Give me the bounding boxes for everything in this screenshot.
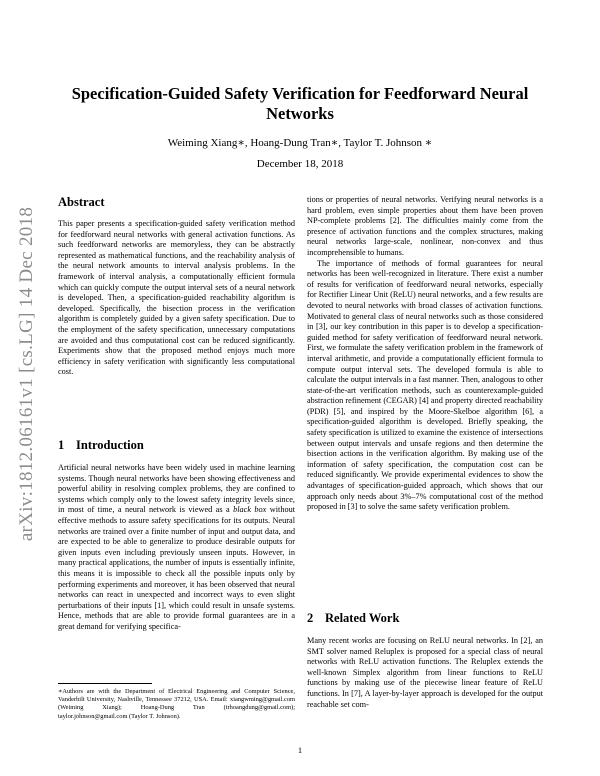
paper-title: [60, 84, 540, 124]
page-number: 1: [297, 745, 303, 755]
author-list: Weiming Xiang∗, Hoang-Dung Tran∗, Taylor T. Johnson ∗: [167, 137, 433, 149]
intro-text-part-2: without effective methods to assure safety specifications for its outputs. Neural networks are trained over a finite number of input and output data, and are expected to be able to generalize to produce desirable outputs for given inputs even including previously unseen inputs. However, in many practical applications, the number of inputs is essentially infinite, this means it is impossible to check all the possible inputs only by performing experiments and moreover, it has been observed that neural networks can react in unexpected and incorrect ways to even slight perturbations of their inputs [1], which could result in unsafe systems. Hence, methods that are able to provide formal guarantees are in a great demand for verifying specifica-: [58, 505, 295, 631]
introduction-continued: [307, 195, 543, 513]
related-work-heading: [307, 610, 543, 626]
footnote-rule: [58, 683, 152, 684]
introduction-heading: [58, 437, 295, 453]
introduction-number: 1: [58, 438, 65, 452]
title-line-2: Networks: [266, 104, 334, 123]
introduction-paragraph-2: The importance of methods of formal guarantees for neural networks has been well-recognized in literature. There exist a number of results for verification of feedforward neural networks, especially for Rectifier Linear Unit (ReLU) neural networks, and a few results are devoted to neural networks with broad classes of activation functions. Motivated to general class of neural networks such as those considered in [3], our key contribution in this paper is to develop a specification-guided method for safety verification of feedforward neural network. First, we formulate the safety verification problem in the framework of interval arithmetic, and provide a computationally efficient formula to compute output interval sets. The developed formula is able to calculate the output intervals in a fast manner. Then, analogous to other state-of-the-art verification methods, such as counterexample-guided abstraction refinement (CEGAR) [4] and property directed reachability (PDR) [5], and inspired by the Moore-Skelboe algorithm [6], a specification-guided algorithm is developed. Briefly speaking, the safety specification is utilized to examine the existence of intersections between output intervals and unsafe regions and then determine the bisection actions in the verification algorithm. By making use of the information of safety specification, the computation cost can be reduced significantly. We provide experimental evidences to show the advantages of specification-guided approach, which shows that our approach only needs about 3%–7% computational cost of the method proposed in [3] to solve the same safety verification problem.: [307, 258, 543, 512]
related-work-number: 2: [307, 611, 314, 625]
introduction-paragraph-1: [58, 463, 295, 633]
introduction-paragraph-1-continued: tions or properties of neural networks. Verifying neural networks is a hard problem, even simple properties about them have been proven NP-complete problems [2]. The difficulties mainly come from the presence of activation functions and the complex structures, making neural networks large-scale, nonlinear, non-convex and thus incomprehensible to humans.: [307, 195, 543, 257]
intro-text-emphasis: black box: [233, 505, 267, 515]
title-line-1: Specification-Guided Safety Verification for Feedforward Neural: [71, 84, 529, 103]
introduction-section: [58, 437, 295, 633]
author-footnote: ∗Authors are with the Department of Electrical Engineering and Computer Science, Vanderbilt University, Nashville, Tennessee 37212, USA. Email: xiangwming@gmail.com (Weiming Xiang); Hoang-Dung Tran (trhoangdung@gmail.com); taylor.johnson@gmail.com (Taylor T. Johnson).: [58, 688, 295, 720]
related-work-title: Related Work: [325, 611, 400, 625]
abstract-text: This paper presents a specification-guided safety verification method for feedforward neural networks with general activation functions. As such feedforward networks are memoryless, they can be abstractly represented as mathematical functions, and the reachability analysis of the neural network amounts to interval analysis problems. In the framework of interval analysis, a computationally efficient formula which can quickly compute the output interval sets of a neural network is developed. Then, a specification-guided reachability algorithm is developed. Specifically, the bisection process in the verification algorithm is completely guided by a given safety specification. Due to the employment of the safety specification, unnecessary computations are avoided and thus computational cost can be reduced significantly. Experiments show that the proposed method enjoys much more efficiency in safety verification with significantly less computational cost.: [58, 219, 295, 377]
related-work-text: Many recent works are focusing on ReLU neural networks. In [2], an SMT solver named Reluplex is proposed for a special class of neural networks with ReLU activation functions. The Reluplex extends the well-known Simplex algorithm from linear functions to ReLU functions by making use of the piecewise linear feature of ReLU functions. In [7], A layer-by-layer approach is developed for the output reachable set com-: [307, 636, 543, 709]
intro-text-part-1: Artificial neural networks have been widely used in machine learning systems. Though neural networks have been showing effectiveness and powerful ability in resolving complex problems, they are confined to systems which comply only to the lowest safety integrity levels since, in most of time, a neural network is viewed as a: [58, 463, 295, 515]
related-work-section: [307, 610, 543, 710]
abstract-heading: Abstract: [58, 195, 105, 209]
abstract-section: [58, 194, 295, 378]
introduction-title: Introduction: [76, 438, 144, 452]
publication-date: December 18, 2018: [256, 158, 344, 170]
arxiv-identifier-stamp: arXiv:1812.06161v1 [cs.LG] 14 Dec 2018: [16, 206, 37, 542]
